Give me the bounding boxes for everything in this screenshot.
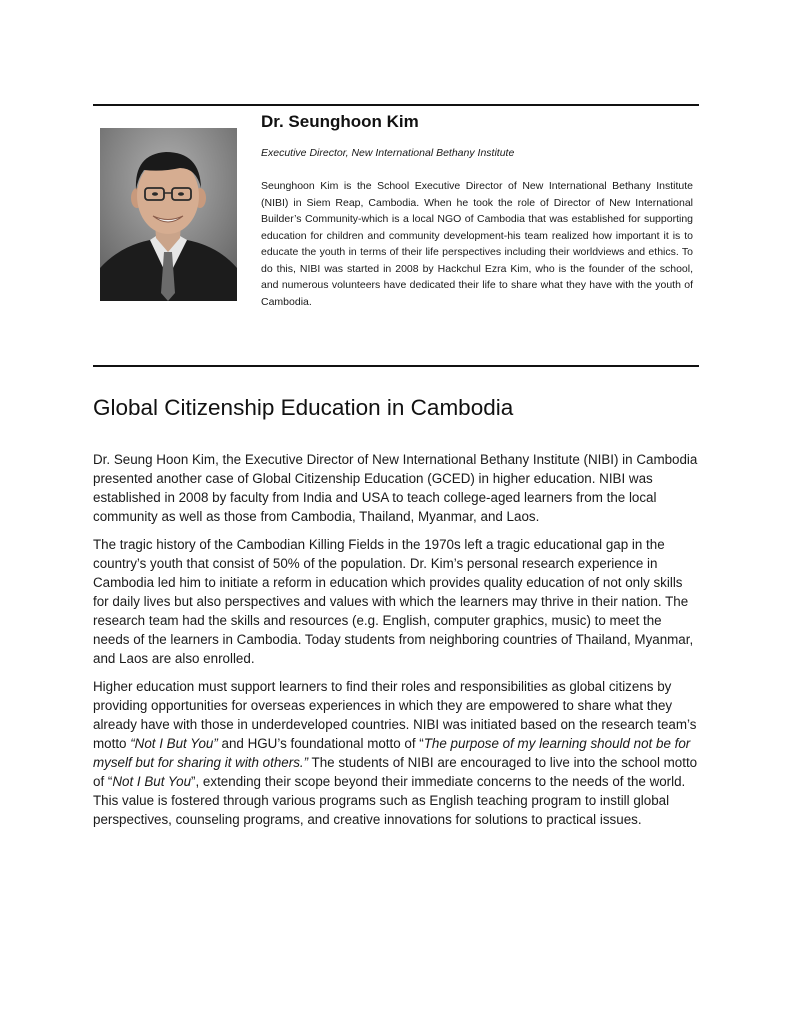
motto-not-i-but-you: “Not I But You” — [130, 736, 218, 751]
profile-name: Dr. Seunghoon Kim — [261, 112, 419, 131]
motto-school: Not I But You — [112, 774, 192, 789]
paragraph-3-text-3: The students of NIBI are encouraged to live into the school motto of “ — [93, 755, 698, 789]
profile-card — [261, 110, 693, 310]
article-title: Global Citizenship Education in Cambodia — [93, 395, 514, 420]
profile-role: Executive Director, New International Bethany Institute — [261, 147, 515, 159]
article-paragraph-1: Dr. Seung Hoon Kim, the Executive Director of New International Bethany Institute (NIBI) in Cambodia presented another case of Global Citizenship Education (GCED) in higher education. NIBI was established in 2008 by faculty from India and USA to teach college-aged learners from the local community as well as those from Cambodia, Thailand, Myanmar, and Laos. — [93, 452, 698, 524]
motto-purpose-of-learning: The purpose of my learning should not be for myself but for sharing it with others.” — [93, 736, 691, 770]
article-body — [93, 450, 699, 838]
paragraph-3-text-1: Higher education must support learners to find their roles and responsibilities as global citizens by providing opportunities for overseas experiences in which they are empowered to share what they already have with those in underdeveloped countries. NIBI was initiated based on the research team’s motto — [93, 679, 697, 751]
paragraph-3-text-4: ”, extending their scope beyond their immediate concerns to the needs of the world. This value is fostered through various programs such as English teaching program to instill global perspectives, counseling programs, and creative innovations for solutions to practical issues. — [93, 774, 686, 827]
profile-photo — [100, 128, 237, 301]
bottom-divider — [93, 365, 699, 367]
profile-bio: Seunghoon Kim is the School Executive Director of New International Bethany Institute (NIBI) in Siem Reap, Cambodia. When he took the role of Director of New International Builder’s Community-which is a local NGO of Cambodia that was established for supporting education for children and community development-his team realized how important it is to educate the youth in terms of their life perspectives including their worldviews and ethics. To do this, NIBI was started in 2008 by Hackchul Ezra Kim, who is the founder of the school, and numerous volunteers have dedicated their life to share what they have with the youth of Cambodia. — [261, 180, 693, 308]
top-divider — [93, 104, 699, 106]
article-paragraph-3 — [93, 677, 699, 829]
paragraph-3-text-2: and HGU’s foundational motto of “ — [217, 736, 424, 751]
article-paragraph-2: The tragic history of the Cambodian Killing Fields in the 1970s left a tragic educational gap in the country’s youth that consist of 50% of the population. Dr. Kim’s personal research experience in Cambodia led him to initiate a reform in education which provides quality education of not only skills for daily lives but also perspectives and values with which the learners may thrive in their nation. The research team had the skills and resources (e.g. English, computer graphics, music) to meet the needs of the learners in Cambodia. Today students from neighboring countries of Thailand, Myanmar, and Laos are also enrolled. — [93, 537, 694, 666]
